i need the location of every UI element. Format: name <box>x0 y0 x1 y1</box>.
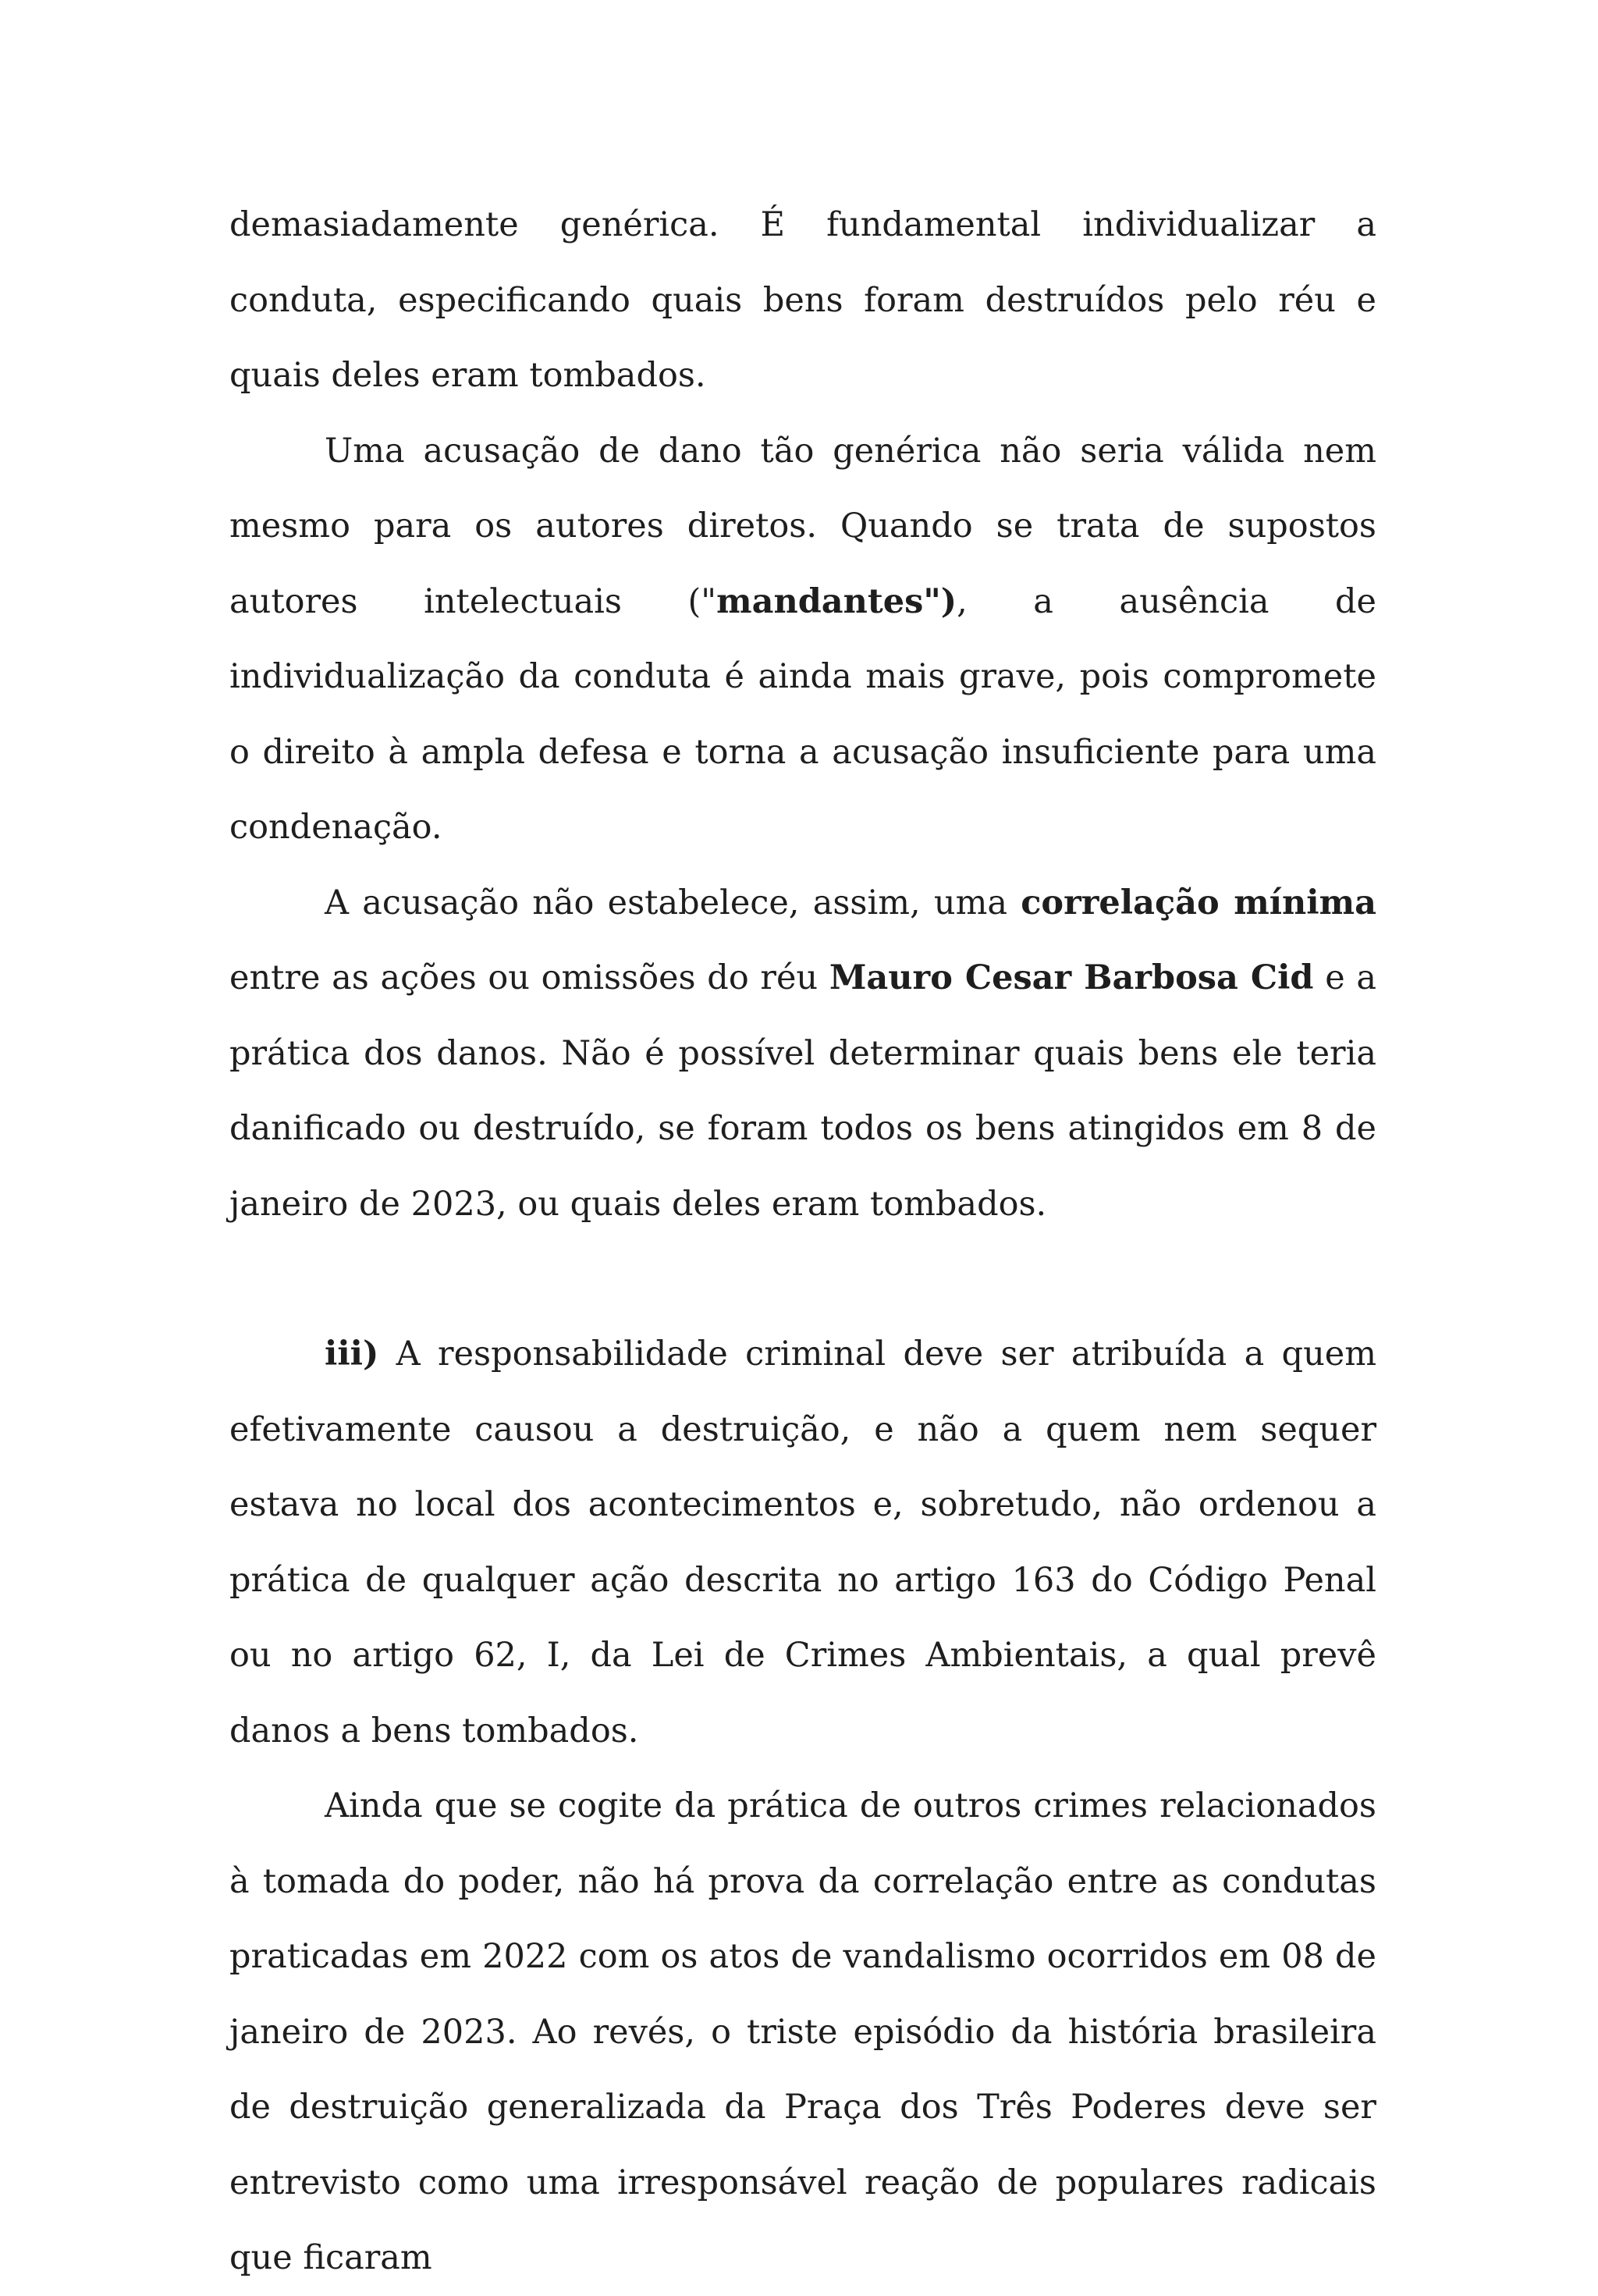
section-gap <box>229 1242 1376 1317</box>
document-body <box>229 187 1376 2296</box>
paragraph-5: Ainda que se cogite da prática de outros crimes relacionados à tomada do poder, não há prova da correlação entre as condutas praticadas em 2022 com os atos de vandalismo ocorridos em 08 de janeiro de 2023. Ao revés, o triste episódio da história brasileira de destruição generalizada da Praça dos Três Poderes deve ser entrevisto como uma irresponsável reação de populares radicais que ficaram <box>229 1786 1376 2277</box>
paragraph-1: demasiadamente genérica. É fundamental individualizar a conduta, especificando quais bens foram destruídos pelo réu e quais deles eram tombados. <box>229 205 1376 395</box>
paragraph-4: iii) A responsabilidade criminal deve ser atribuída a quem efetivamente causou a destruição, e não a quem nem sequer estava no local dos acontecimentos e, sobretudo, não ordenou a prática de qualquer ação descrita no artigo 163 do Código Penal ou no artigo 62, I, da Lei de Crimes Ambientais, a qual prevê danos a bens tombados. <box>229 1335 1376 1750</box>
paragraph-2: Uma acusação de dano tão genérica não seria válida nem mesmo para os autores diretos. Quando se trata de supostos autores intelectuais ("mandantes"), a ausência de individualização da conduta é ainda mais grave, pois compromete o direito à ampla defesa e torna a acusação insuficiente para uma condenação. <box>229 431 1377 847</box>
paragraph-3: A acusação não estabelece, assim, uma correlação mínima entre as ações ou omissões do réu Mauro Cesar Barbosa Cid e a prática dos danos. Não é possível determinar quais bens ele teria danificado ou destruído, se foram todos os bens atingidos em 8 de janeiro de 2023, ou quais deles eram tombados. <box>229 883 1376 1224</box>
